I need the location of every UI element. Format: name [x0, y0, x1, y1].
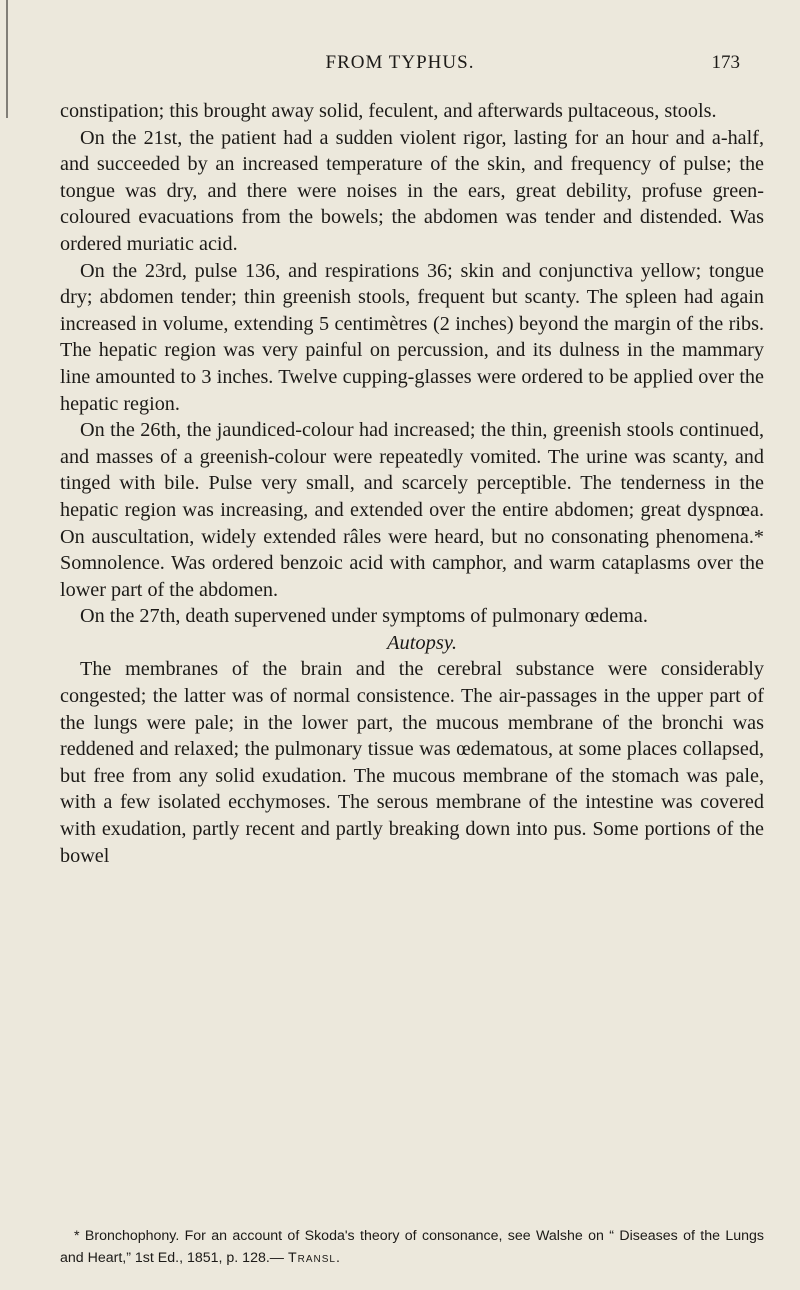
body-text	[60, 98, 764, 869]
section-heading: Autopsy.	[386, 631, 458, 654]
paragraph: constipation; this brought away solid, feculent, and afterwards pultaceous, stools.	[60, 100, 717, 122]
paragraph: On the 23rd, pulse 136, and respirations 36; skin and conjunctiva yellow; tongue dry; abdomen tender; thin greenish stools, frequent but scanty. The spleen had again increased in volume, extending 5 centimètres (2 inches) beyond the margin of the ribs. The hepatic region was very painful on percussion, and its dulness in the mammary line amounted to 3 inches. Twelve cupping-glasses were ordered to be applied over the hepatic region.	[60, 259, 764, 415]
footnote-signature: Transl.	[287, 1250, 341, 1266]
paragraph: The membranes of the brain and the cerebral substance were considerably congested; the latter was of normal consistence. The air-passages in the upper part of the lungs were pale; in the lower part, the mucous membrane of the bronchi was reddened and relaxed; the pulmonary tissue was œdematous, at some places collapsed, but free from any solid exudation. The mucous membrane of the stomach was pale, with a few isolated ecchymoses. The serous membrane of the intestine was covered with exudation, partly recent and partly breaking down into pus. Some portions of the bowel	[60, 658, 764, 867]
paragraph: On the 21st, the patient had a sudden violent rigor, lasting for an hour and a-half, and succeeded by an increased temperature of the skin, and frequency of pulse; the tongue was dry, and there were noises in the ears, great debility, profuse green-coloured evacuations from the bowels; the abdomen was tender and distended. Was ordered muriatic acid.	[60, 126, 764, 255]
page-number: 173	[711, 52, 740, 73]
footnote-text: * Bronchophony. For an account of Skoda's theory of consonance, see Walshe on “ Diseases of the Lungs and Heart,” 1st Ed., 1851, p. 128.—	[60, 1228, 764, 1266]
running-head	[0, 52, 800, 82]
paragraph: On the 26th, the jaundiced-colour had increased; the thin, greenish stools continued, and masses of a greenish-colour were repeatedly vomited. The urine was scanty, and tinged with bile. Pulse very small, and scarcely perceptible. The tenderness in the hepatic region was increasing, and extended over the entire abdomen; great dyspnœa. On auscultation, widely extended râles were heard, but no consonating phenomena.* Somnolence. Was ordered benzoic acid with camphor, and warm cataplasms over the lower part of the abdomen.	[60, 419, 764, 601]
paragraph: On the 27th, death supervened under symptoms of pulmonary œdema.	[80, 605, 648, 628]
running-title: FROM TYPHUS.	[325, 52, 475, 73]
footnote	[60, 1225, 764, 1269]
